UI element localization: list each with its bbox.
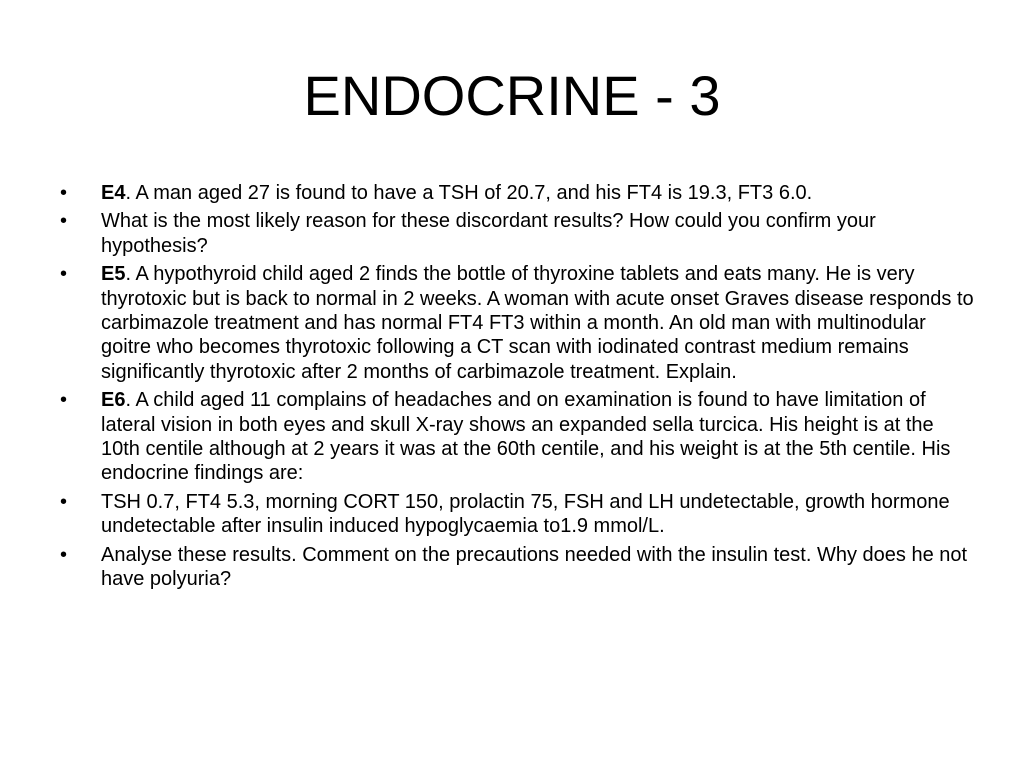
bullet-text: . A hypothyroid child aged 2 finds the bottle of thyroxine tablets and eats many. He is very thyrotoxic but is back to normal in 2 weeks. A woman with acute onset Graves disease responds to carbimazole treatment and has normal FT4 FT3 within a month. An old man with multinodular goitre who becomes thyrotoxic following a CT scan with iodinated contrast medium remains significantly thyrotoxic after 2 months of carbimazole treatment. Explain.: [101, 263, 974, 383]
case-label-e6: E6: [101, 389, 126, 412]
bullet-list: [60, 181, 975, 596]
bullet-item-e4: [60, 181, 975, 205]
bullet-icon: •: [60, 263, 68, 286]
bullet-icon: •: [60, 210, 68, 233]
bullet-icon: •: [60, 182, 68, 204]
bullet-text: TSH 0.7, FT4 5.3, morning CORT 150, prolactin 75, FSH and LH undetectable, growth hormone undetectable after insulin induced hypoglycaemia to1.9 mmol/L.: [101, 490, 950, 538]
bullet-text: What is the most likely reason for these discordant results? How could you confirm your hypothesis?: [101, 210, 876, 257]
slide-title: ENDOCRINE - 3: [303, 64, 721, 127]
bullet-item-e6: [60, 388, 975, 486]
bullet-icon: •: [60, 490, 68, 513]
bullet-text: Analyse these results. Comment on the precautions needed with the insulin test. Why does he not have polyuria?: [101, 543, 968, 591]
bullet-item-e6-question: [60, 543, 975, 592]
bullet-item-e6-findings: [60, 490, 975, 539]
bullet-icon: •: [60, 389, 68, 412]
bullet-item-e5: [60, 262, 975, 384]
bullet-text: . A child aged 11 complains of headaches and on examination is found to have limitation of lateral vision in both eyes and skull X-ray shows an expanded sella turcica. His height is at the 10th centile although at 2 years it was at the 60th centile, and his weight is at the 5th centile. His endocrine findings are:: [101, 389, 951, 485]
case-label-e5: E5: [101, 263, 126, 286]
case-label-e4: E4: [101, 182, 126, 204]
bullet-icon: •: [60, 543, 68, 566]
bullet-text: . A man aged 27 is found to have a TSH of 20.7, and his FT4 is 19.3, FT3 6.0.: [125, 182, 813, 204]
bullet-item-e4-question: [60, 209, 975, 258]
